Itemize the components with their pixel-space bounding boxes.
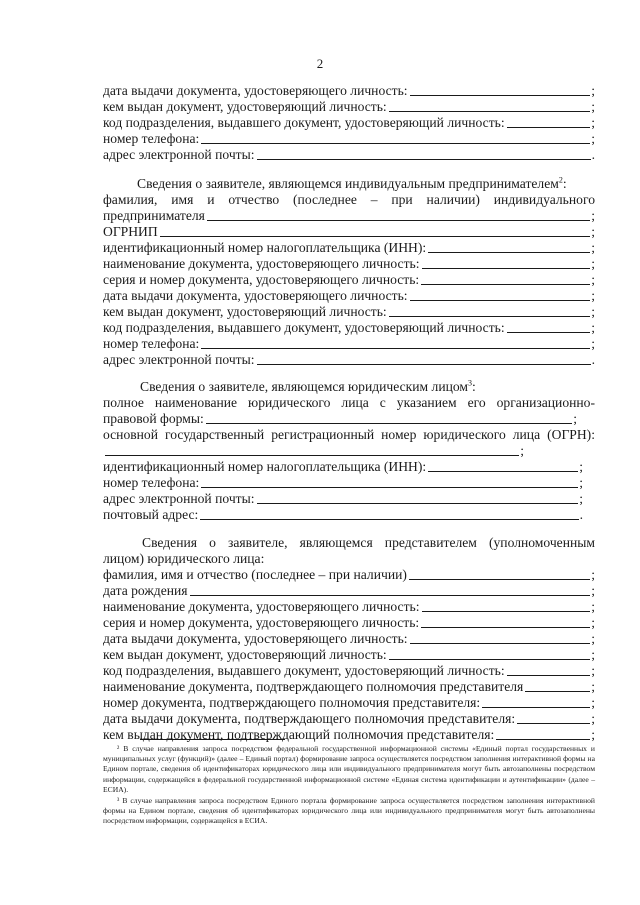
blank-line [257, 147, 591, 160]
blank-line [525, 679, 590, 692]
field-rep-birth [103, 582, 595, 599]
end-mark: ; [591, 727, 595, 742]
end-mark: ; [591, 131, 595, 146]
field-doc-date [103, 82, 595, 99]
end-mark: ; [591, 695, 595, 710]
field-ip-doc-series [103, 271, 595, 288]
end-mark: ; [591, 224, 595, 239]
field-email [103, 146, 595, 163]
field-legal-ogrn [103, 442, 524, 459]
blank-line [201, 336, 590, 349]
blank-line [257, 352, 591, 365]
field-ip-fio [103, 207, 595, 224]
legal-name-line1: полное наименование юридического лица с указанием его организационно- [103, 395, 595, 410]
blank-line [160, 224, 591, 237]
end-mark: ; [573, 411, 577, 426]
label: наименование документа, удостоверяющего личность: [103, 256, 420, 271]
blank-line [389, 647, 591, 660]
field-rep-doc-name [103, 598, 595, 615]
field-ip-doc-issuer [103, 303, 595, 320]
page-number: 2 [316, 56, 324, 71]
end-mark: ; [591, 679, 595, 694]
field-ip-inn [103, 239, 595, 256]
end-mark: ; [579, 491, 583, 506]
end-mark: . [591, 147, 595, 162]
field-legal-phone [103, 474, 583, 491]
blank-line [190, 583, 591, 596]
label: кем выдан документ, удостоверяющий личность: [103, 304, 387, 319]
end-mark: ; [520, 443, 524, 458]
heading-text: Сведения о заявителе, являющемся юридическим лицом [140, 379, 469, 394]
end-mark: ; [591, 663, 595, 678]
section-heading-ip [137, 175, 567, 192]
label: серия и номер документа, удостоверяющего личность: [103, 615, 420, 630]
label: дата выдачи документа, удостоверяющего личность: [103, 631, 408, 646]
field-legal-post [103, 506, 583, 523]
legal-ogrn-line1: основной государственный регистрационный номер юридического лица (ОГРН): [103, 427, 595, 442]
blank-line [507, 115, 591, 128]
field-rep-doc-issuer [103, 646, 595, 663]
field-rep-fio [103, 566, 595, 583]
label: наименование документа, удостоверяющего личность: [103, 599, 420, 614]
field-rep-auth-date [103, 710, 595, 727]
blank-line [482, 695, 590, 708]
label: кем выдан документ, удостоверяющий личность: [103, 647, 387, 662]
blank-line [410, 288, 591, 301]
blank-line [105, 443, 519, 456]
end-mark: ; [591, 115, 595, 130]
end-mark: ; [591, 583, 595, 598]
footnote-separator [140, 739, 285, 740]
field-ip-email [103, 351, 595, 368]
end-mark: . [579, 507, 583, 522]
end-mark: ; [591, 336, 595, 351]
field-legal-name [103, 410, 577, 427]
field-rep-doc-series [103, 614, 595, 631]
blank-line [257, 491, 579, 504]
blank-line [201, 475, 578, 488]
label: номер телефона: [103, 131, 200, 146]
end-mark: ; [591, 567, 595, 582]
blank-line [207, 208, 590, 221]
end-mark: ; [591, 272, 595, 287]
end-mark: ; [579, 475, 583, 490]
label: дата выдачи документа, удостоверяющего личность: [103, 83, 408, 98]
label: код подразделения, выдавшего документ, удостоверяющий личность: [103, 115, 505, 130]
end-mark: ; [591, 256, 595, 271]
field-ip-doc-date [103, 287, 595, 304]
footnote-2 [103, 744, 595, 795]
label: адрес электронной почты: [103, 352, 255, 367]
label: предпринимателя [103, 208, 205, 223]
blank-line [422, 599, 591, 612]
field-ogrnip [103, 223, 595, 240]
blank-line [507, 320, 591, 333]
end-mark: . [591, 352, 595, 367]
label: идентификационный номер налогоплательщика (ИНН): [103, 240, 427, 255]
footnote-3-text: ³ В случае направления запроса посредством Единого портала формирование запроса осуществляется посредством заполнения интерактивной формы на Едином портале, сведения об идентификаторах юридического лица или индивидуального предпринимателя могут быть автозаполнены посредством информации, содержащейся в ЕСИА. [103, 796, 595, 826]
end-mark: ; [591, 208, 595, 223]
end-mark: ; [591, 240, 595, 255]
label: почтовый адрес: [103, 507, 199, 522]
blank-line [410, 631, 591, 644]
label: правовой формы: [103, 411, 204, 426]
blank-line [496, 727, 590, 740]
end-mark: ; [591, 99, 595, 114]
end-mark: ; [591, 83, 595, 98]
label: кем выдан документ, удостоверяющий личность: [103, 99, 387, 114]
blank-line [201, 131, 590, 144]
field-legal-inn [103, 458, 583, 475]
ip-fio-line1: фамилия, имя и отчество (последнее – при наличии) индивидуального [103, 192, 595, 207]
end-mark: ; [591, 711, 595, 726]
label: серия и номер документа, удостоверяющего личность: [103, 272, 420, 287]
label: дата выдачи документа, удостоверяющего личность: [103, 288, 408, 303]
label: адрес электронной почты: [103, 491, 255, 506]
end-mark: ; [591, 647, 595, 662]
label: фамилия, имя и отчество (последнее – при наличии) [103, 567, 407, 582]
label: номер телефона: [103, 336, 200, 351]
field-rep-doc-date [103, 630, 595, 647]
end-mark: ; [579, 459, 583, 474]
label: дата выдачи документа, подтверждающего полномочия представителя: [103, 711, 516, 726]
blank-line [428, 459, 578, 472]
blank-line [517, 711, 590, 724]
blank-line [421, 272, 590, 285]
label: код подразделения, выдавшего документ, удостоверяющий личность: [103, 320, 505, 335]
end-mark: ; [591, 631, 595, 646]
label: дата рождения [103, 583, 188, 598]
heading-colon: : [562, 176, 567, 191]
section-heading-rep: Сведения о заявителе, являющемся представителем (уполномоченным [142, 535, 595, 550]
end-mark: ; [591, 288, 595, 303]
blank-line [200, 507, 578, 520]
blank-line [389, 99, 591, 112]
end-mark: ; [591, 320, 595, 335]
end-mark: ; [591, 615, 595, 630]
field-doc-issuer [103, 98, 595, 115]
field-rep-auth-number [103, 694, 595, 711]
footnote-2-text: ² В случае направления запроса посредством федеральной государственной информационной системы «Единый портал государственных и муниципальных услуг (функций)» (далее – Единый портал) формирование запроса осуществляется посредством заполнения интерактивной формы на Едином портале, сведения об идентификаторах юридического лица или индивидуального предпринимателя могут быть автозаполнены посредством информации, содержащейся в федеральной государственной информационной системе «Единая система идентификации и аутентификации» (далее – ЕСИА). [103, 744, 595, 794]
field-rep-auth-name [103, 678, 595, 695]
section-heading-legal [140, 378, 476, 395]
field-rep-doc-code [103, 662, 595, 679]
heading-text: Сведения о заявителе, являющемся индивидуальным предпринимателем [137, 176, 559, 191]
footnote-ref: 3 [468, 378, 473, 388]
blank-line [428, 240, 590, 253]
field-rep-auth-issuer [103, 726, 595, 743]
label: номер телефона: [103, 475, 200, 490]
field-ip-phone [103, 335, 595, 352]
blank-line [421, 615, 590, 628]
blank-line [422, 256, 591, 269]
blank-line [389, 304, 591, 317]
footnote-ref: 2 [558, 175, 563, 185]
end-mark: ; [591, 304, 595, 319]
blank-line [206, 411, 572, 424]
blank-line [410, 83, 591, 96]
label: адрес электронной почты: [103, 147, 255, 162]
label: идентификационный номер налогоплательщика (ИНН): [103, 459, 427, 474]
label: наименование документа, подтверждающего полномочия представителя [103, 679, 524, 694]
field-ip-doc-name [103, 255, 595, 272]
end-mark: ; [591, 599, 595, 614]
label: ОГРНИП [103, 224, 158, 239]
section-heading-rep-line2: лицом) юридического лица: [103, 551, 265, 566]
field-ip-doc-code [103, 319, 595, 336]
field-phone [103, 130, 595, 147]
label: номер документа, подтверждающего полномочия представителя: [103, 695, 481, 710]
blank-line [409, 567, 590, 580]
blank-line [507, 663, 591, 676]
field-legal-email [103, 490, 583, 507]
field-doc-code [103, 114, 595, 131]
label: кем выдан документ, подтверждающий полномочия представителя: [103, 727, 495, 742]
heading-colon: : [472, 379, 476, 394]
label: код подразделения, выдавшего документ, удостоверяющий личность: [103, 663, 505, 678]
footnote-3 [103, 796, 595, 827]
